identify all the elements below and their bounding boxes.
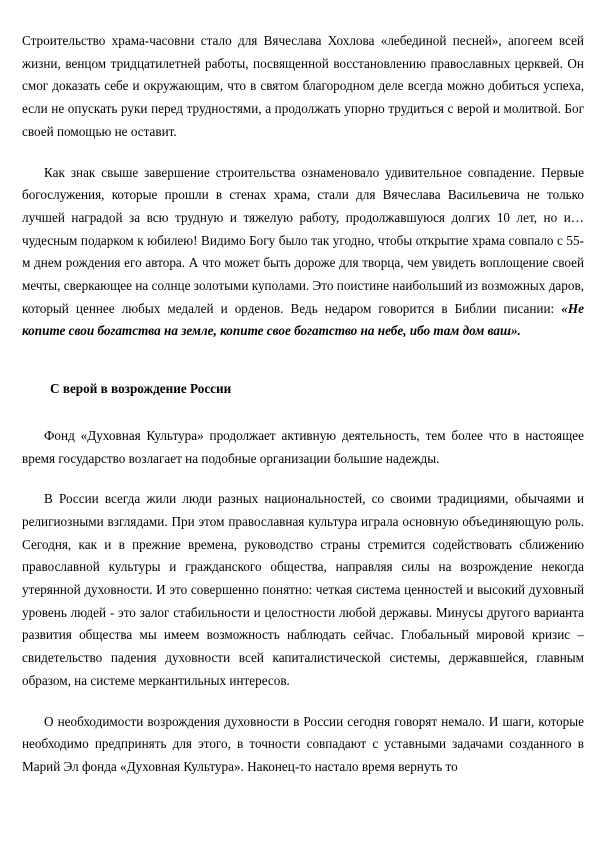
paragraph-4: В России всегда жили люди разных национальностей, со своими традициями, обычаями и религиозными взглядами. При этом православная культура играла основную объединяющую роль. Сегодня, как и в прежние времена, руководство страны стремится содействовать сближению православной культуры и гражданского общества, направляя силы на возрождение некогда утерянной духовности. И это совершенно понятно: четкая система ценностей и высокий духовный уровень людей - это залог стабильности и целостности любой державы. Минусы другого варианта развития общества мы имеем возможность наблюдать сейчас. Глобальный мировой кризис – свидетельство падения духовности всей капиталистической системы, державшейся, главным образом, на системе меркантильных интересов. [22,491,584,688]
paragraph-5: О необходимости возрождения духовности в России сегодня говорят немало. И шаги, которые необходимо предпринять для этого, в точности совпадают с уставными задачами созданного в Марий Эл фонда «Духовная Культура». Наконец-то настало время вернуть то [22,713,584,774]
section-gap-before-heading [22,344,584,378]
paragraph-gap-3 [22,694,584,711]
paragraph-1: Строительство храма-часовни стало для Вячеслава Хохлова «лебединой песней», апогеем всей жизни, венцом тридцатилетней работы, посвященной восстановлению православных церквей. Он смог доказать себе и окружающим, что в святом благородном деле всегда можно добиться успеха, если не опускать руки перед трудностями, а продолжать упорно трудиться с верой и молитвой. Бог своей помощью не оставит. [22,33,584,139]
paragraph-gap [22,145,584,162]
paragraph-2-text: Как знак свыше завершение строительства ознаменовало удивительное совпадение. Первые богослужения, которые прошли в стенах храма, стали для Вячеслава Васильевича не только лучшей наградой за всю трудную и тяжелую работу, продолжавшуюся долгих 10 лет, но и…чудесным подарком к юбилею! Видимо Богу было так угодно, чтобы открытие храма совпало с 55-м днем рождения его автора. А что может быть дороже для творца, чем увидеть воплощение своей мечты, сверкающее на солнце золотыми куполами. Это поистине наибольший из возможных даров, который ценнее любых медалей и орденов. Ведь недаром говорится в Библии писании: [22,164,584,316]
section-gap-after-heading [22,401,584,425]
paragraph-3: Фонд «Духовная Культура» продолжает активную деятельность, тем более что в настоящее время государство возлагает на подобные организации большие надежды. [22,427,584,466]
paragraph-2 [22,162,584,344]
scripture-quote: «Не копите свои богатства на земле, копите свое богатство на небе, ибо там дом ваш». [22,300,584,339]
paragraph-gap-2 [22,471,584,488]
section-heading: С верой в возрождение России [50,381,232,397]
